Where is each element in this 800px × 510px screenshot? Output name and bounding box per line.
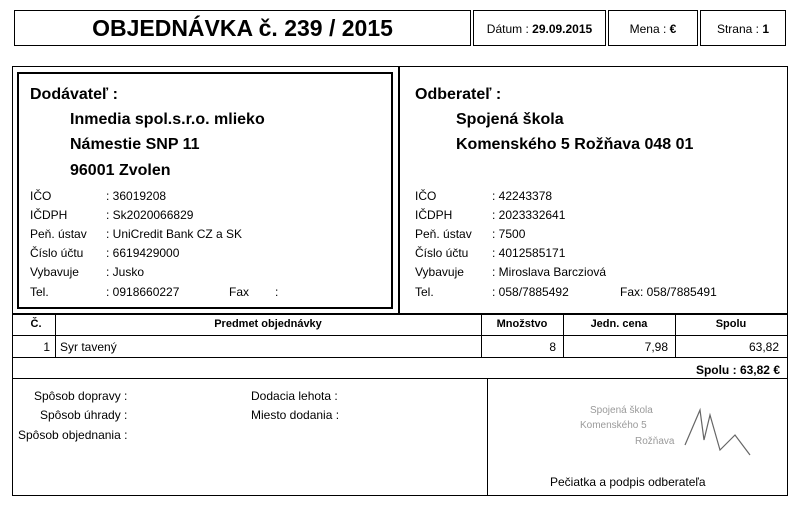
page-label: Strana : — [716, 22, 759, 36]
ordering-label: Spôsob objednania : — [18, 428, 128, 442]
row-qty: 8 — [549, 340, 556, 354]
stamp-line1: Spojená škola — [590, 405, 653, 416]
customer-issuer-label: Vybavuje — [415, 265, 464, 279]
customer-ico: : 42243378 — [492, 189, 553, 203]
date-box — [473, 10, 606, 46]
row-unit-price: 7,98 — [644, 340, 668, 354]
supplier-street: Námestie SNP 11 — [70, 136, 200, 153]
customer-name: Spojená škola — [456, 111, 564, 128]
customer-fax-label: Fax — [620, 285, 641, 299]
currency-value: € — [669, 22, 677, 36]
supplier-account-label: Číslo účtu — [30, 246, 84, 260]
total-rule — [12, 378, 788, 379]
grand-total-label: Spolu : — [695, 363, 737, 377]
page-box — [700, 10, 786, 46]
grand-total — [660, 363, 780, 377]
customer-tel: : 058/7885492 — [492, 285, 569, 299]
row-total: 63,82 — [748, 340, 779, 354]
col-divider — [55, 314, 56, 358]
customer-address: Komenského 5 Rožňava 048 01 — [456, 136, 694, 153]
col-total-header: Spolu — [715, 318, 747, 330]
delivery-time-label: Dodacia lehota : — [251, 389, 338, 403]
supplier-tel: : 0918660227 — [106, 285, 180, 299]
supplier-fax: : — [275, 285, 279, 299]
date-value: 29.09.2015 — [532, 22, 593, 36]
signature-label: Pečiatka a podpis odberateľa — [550, 475, 706, 489]
supplier-ico-label: IČO — [30, 189, 52, 203]
supplier-bank: : UniCredit Bank CZ a SK — [106, 227, 243, 241]
signature-scribble — [680, 400, 760, 460]
supplier-ico: : 36019208 — [106, 189, 167, 203]
currency-box — [608, 10, 698, 46]
stamp-line2: Komenského 5 — [580, 420, 647, 431]
supplier-name: Inmedia spol.s.r.o. mlieko — [70, 111, 265, 128]
currency-field — [609, 22, 697, 36]
col-item-header: Predmet objednávky — [214, 318, 322, 330]
grand-total-value: 63,82 € — [739, 363, 780, 377]
supplier-heading: Dodávateľ : — [30, 86, 118, 103]
customer-icdph: : 2023332641 — [492, 208, 566, 222]
customer-tel-label: Tel. — [415, 285, 434, 299]
transport-label: Spôsob dopravy : — [34, 389, 128, 403]
document-title: OBJEDNÁVKA č. 239 / 2015 — [92, 15, 393, 41]
supplier-fax-label: Fax — [229, 285, 250, 299]
customer-fax: : 058/7885491 — [640, 285, 717, 299]
payment-label: Spôsob úhrady : — [40, 408, 128, 422]
supplier-icdph-label: IČDPH — [30, 208, 68, 222]
title-box — [14, 10, 471, 46]
supplier-bank-label: Peň. ústav — [30, 227, 87, 241]
customer-ico-label: IČO — [415, 189, 437, 203]
col-no-header: Č. — [30, 318, 42, 330]
supplier-issuer-label: Vybavuje — [30, 265, 79, 279]
signature-divider — [487, 379, 488, 495]
customer-issuer: : Miroslava Barcziová — [492, 265, 607, 279]
page-field — [701, 22, 785, 36]
col-unit-header: Jedn. cena — [590, 318, 648, 330]
date-label: Dátum : — [486, 22, 529, 36]
customer-account-label: Číslo účtu — [415, 246, 469, 260]
row-rule — [12, 357, 788, 358]
row-item: Syr tavený — [60, 340, 117, 354]
supplier-account: : 6619429000 — [106, 246, 180, 260]
supplier-issuer: : Jusko — [106, 265, 145, 279]
customer-bank-label: Peň. ústav — [415, 227, 472, 241]
stamp-image — [580, 400, 760, 460]
customer-account: : 4012585171 — [492, 246, 566, 260]
supplier-city: 96001 Zvolen — [70, 162, 171, 179]
currency-label: Mena : — [629, 22, 667, 36]
supplier-tel-label: Tel. — [30, 285, 49, 299]
date-field — [474, 22, 605, 36]
party-divider — [398, 67, 400, 313]
page-value: 1 — [762, 22, 770, 36]
customer-heading: Odberateľ : — [415, 86, 502, 103]
table-top-rule — [12, 313, 788, 315]
stamp-line3: Rožňava — [635, 436, 675, 447]
delivery-place-label: Miesto dodania : — [251, 408, 340, 422]
customer-icdph-label: IČDPH — [415, 208, 453, 222]
customer-bank: : 7500 — [492, 227, 526, 241]
row-no: 1 — [43, 340, 50, 354]
supplier-icdph: : Sk2020066829 — [106, 208, 194, 222]
col-qty-header: Množstvo — [496, 318, 548, 330]
header-rule — [12, 335, 788, 336]
